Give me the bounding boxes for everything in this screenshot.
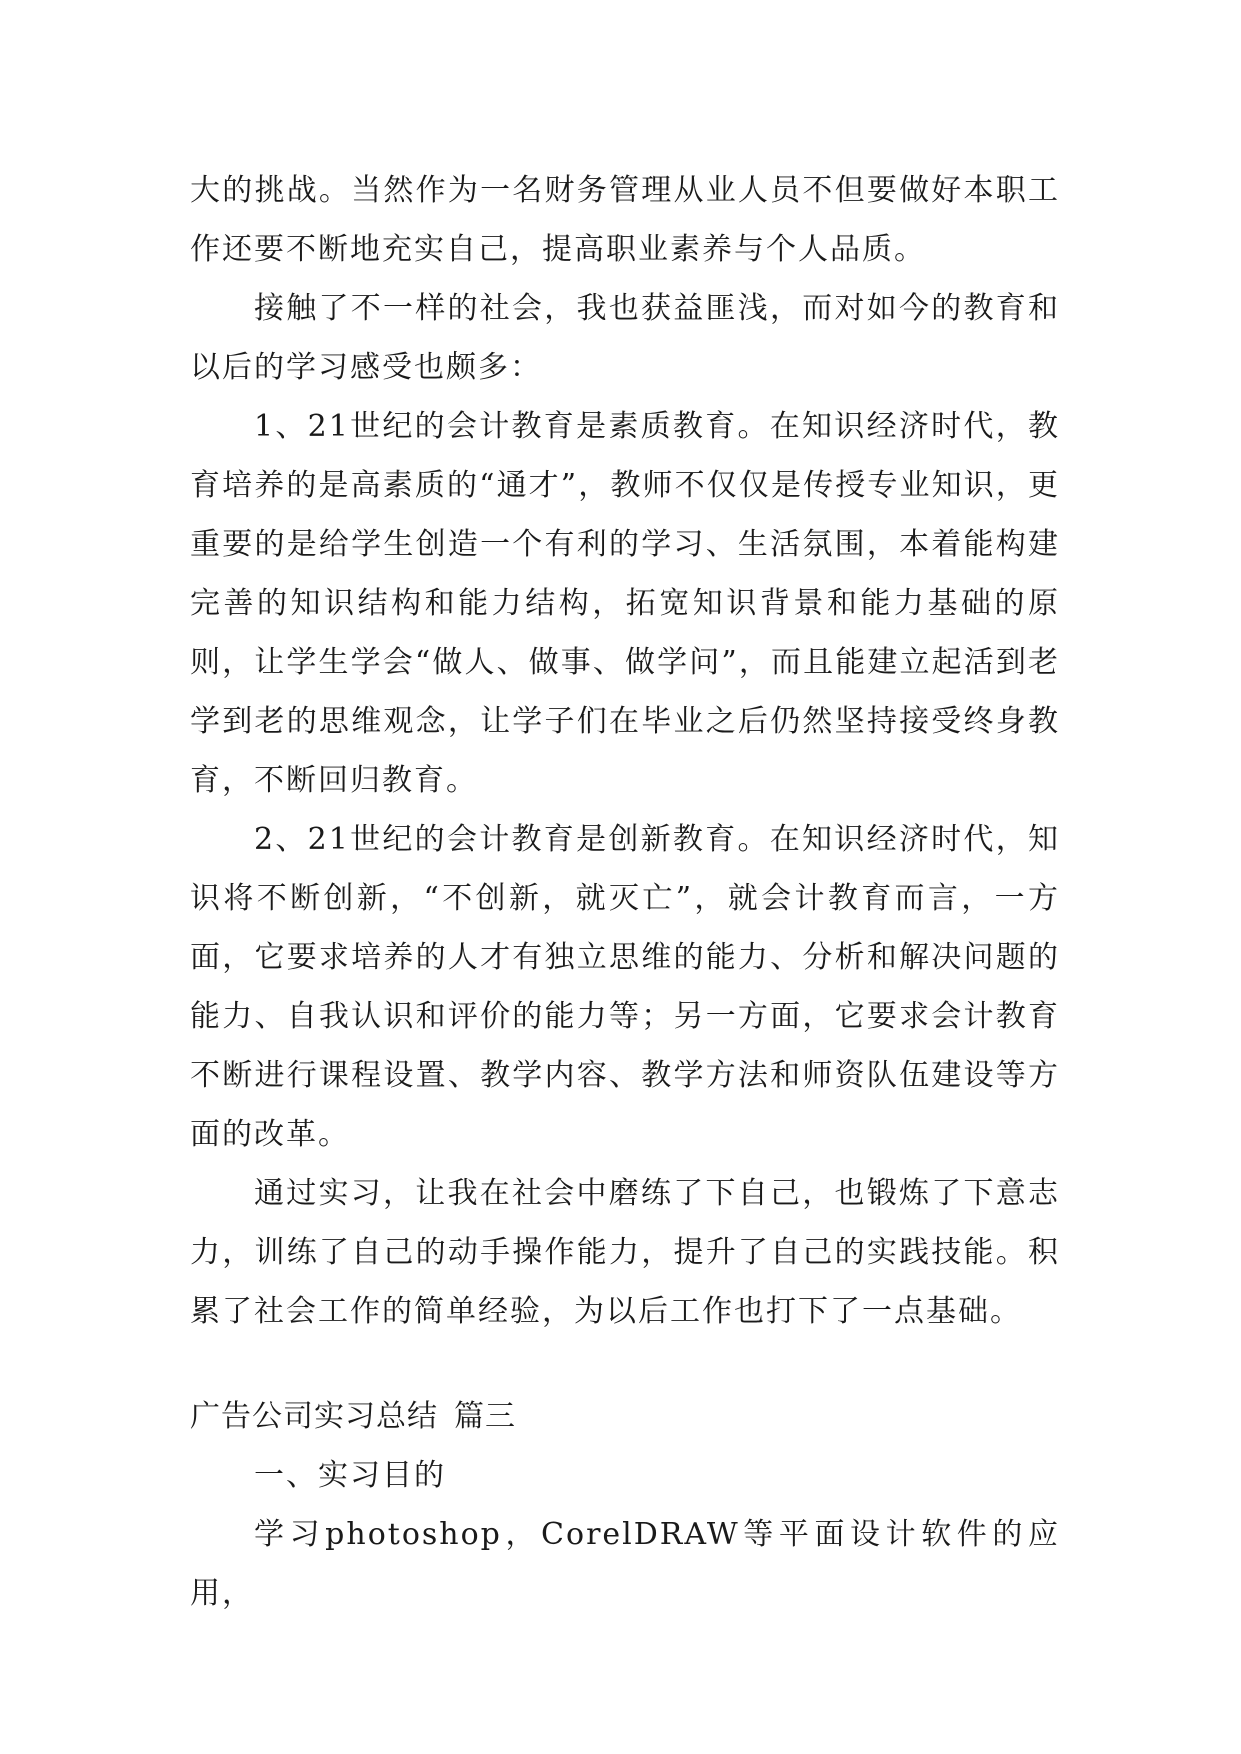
paragraph-purpose: 学习photoshop，CorelDRAW等平面设计软件的应用， — [190, 1517, 1060, 1611]
document-body — [190, 161, 1060, 1623]
subheading-purpose: 一、实习目的 — [254, 1458, 446, 1493]
section-part-label: 篇三 — [454, 1399, 516, 1434]
section-title: 广告公司实习总结 — [190, 1399, 438, 1434]
paragraph-experience: 接触了不一样的社会，我也获益匪浅，而对如今的教育和以后的学习感受也颇多： — [190, 291, 1060, 385]
paragraph-point-2: 2、21世纪的会计教育是创新教育。在知识经济时代，知识将不断创新，“不创新，就灭亡”，就会计教育而言，一方面，它要求培养的人才有独立思维的能力、分析和解决问题的能力、自我认识和评价的能力等；另一方面，它要求会计教育不断进行课程设置、教学内容、教学方法和师资队伍建设等方面的改革。 — [190, 822, 1060, 1152]
paragraph-conclusion: 通过实习，让我在社会中磨练了下自己，也锻炼了下意志力，训练了自己的动手操作能力，提升了自己的实践技能。积累了社会工作的简单经验，为以后工作也打下了一点基础。 — [190, 1176, 1060, 1329]
paragraph-continuation: 大的挑战。当然作为一名财务管理从业人员不但要做好本职工作还要不断地充实自己，提高职业素养与个人品质。 — [190, 173, 1060, 267]
paragraph-point-1: 1、21世纪的会计教育是素质教育。在知识经济时代，教育培养的是高素质的“通才”，教师不仅仅是传授专业知识，更重要的是给学生创造一个有利的学习、生活氛围，本着能构建完善的知识结构和能力结构，拓宽知识背景和能力基础的原则，让学生学会“做人、做事、做学问”，而且能建立起活到老学到老的思维观念，让学子们在毕业之后仍然坚持接受终身教育，不断回归教育。 — [190, 409, 1060, 798]
section-heading — [190, 1387, 1060, 1446]
